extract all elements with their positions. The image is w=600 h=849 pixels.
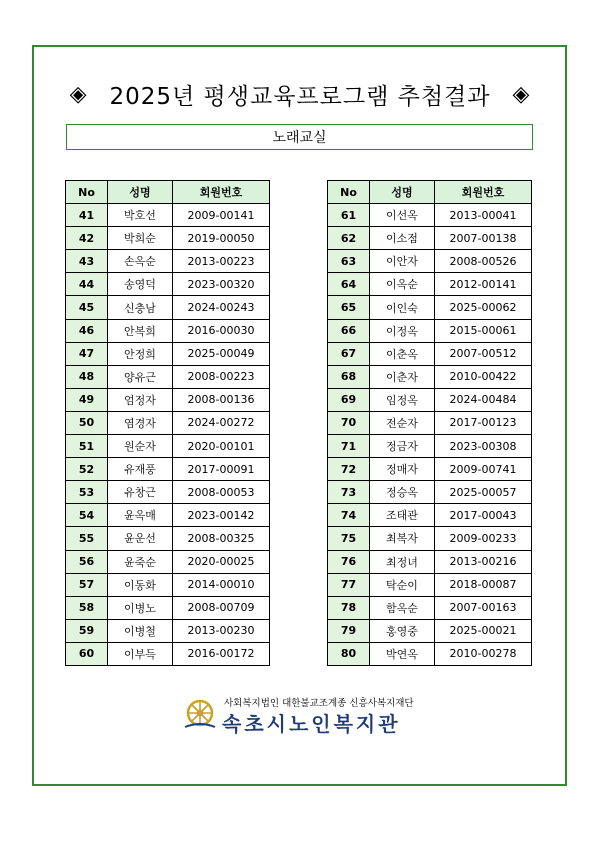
diamond-icon: ◈ [512,81,531,107]
table-row [328,527,532,550]
member-name: 양유근 [108,365,173,388]
row-number: 75 [328,527,370,550]
table-header-row [66,181,270,204]
member-name: 이선옥 [370,204,435,227]
table-row [66,204,270,227]
row-number: 46 [66,319,108,342]
table-row [66,411,270,434]
row-number: 42 [66,227,108,250]
table-row [328,204,532,227]
member-name: 이정옥 [370,319,435,342]
column-header-name: 성명 [370,181,435,204]
member-name: 윤옥매 [108,504,173,527]
row-number: 58 [66,596,108,619]
member-id: 2013-00041 [435,204,532,227]
member-name: 홍영중 [370,619,435,642]
table-row [328,227,532,250]
member-name: 이인숙 [370,296,435,319]
column-header-name: 성명 [108,181,173,204]
member-id: 2009-00141 [173,204,270,227]
center-name: 속초시노인복지관 [222,712,401,736]
table-row [328,550,532,573]
roster-table-left [65,180,270,666]
member-id: 2009-00741 [435,458,532,481]
table-row [328,388,532,411]
row-number: 61 [328,204,370,227]
row-number: 52 [66,458,108,481]
table-row [66,388,270,411]
table-row [328,596,532,619]
row-number: 55 [66,527,108,550]
member-name: 손옥순 [108,250,173,273]
row-number: 78 [328,596,370,619]
table-row [66,365,270,388]
member-id: 2008-00053 [173,481,270,504]
table-row [66,619,270,642]
member-id: 2008-00709 [173,596,270,619]
row-number: 60 [66,642,108,665]
table-row [328,296,532,319]
member-name: 이병노 [108,596,173,619]
member-id: 2017-00123 [435,411,532,434]
table-row [328,504,532,527]
row-number: 63 [328,250,370,273]
column-header-no: No [328,181,370,204]
column-header-member-id: 회원번호 [435,181,532,204]
member-name: 최정녀 [370,550,435,573]
member-name: 조태관 [370,504,435,527]
member-id: 2018-00087 [435,573,532,596]
member-name: 임정옥 [370,388,435,411]
member-id: 2023-00308 [435,435,532,458]
row-number: 80 [328,642,370,665]
table-row [328,273,532,296]
row-number: 53 [66,481,108,504]
table-row [328,342,532,365]
member-id: 2025-00057 [435,481,532,504]
column-header-no: No [66,181,108,204]
table-row [66,435,270,458]
table-row [328,411,532,434]
member-id: 2024-00484 [435,388,532,411]
member-id: 2023-00320 [173,273,270,296]
member-name: 이옥순 [370,273,435,296]
member-name: 함옥순 [370,596,435,619]
member-name: 이병철 [108,619,173,642]
member-name: 이부득 [108,642,173,665]
table-row [66,596,270,619]
member-name: 유창근 [108,481,173,504]
roster-table-right [327,180,532,666]
member-name: 엄정자 [108,388,173,411]
row-number: 73 [328,481,370,504]
member-name: 유재풍 [108,458,173,481]
member-name: 이동화 [108,573,173,596]
row-number: 43 [66,250,108,273]
member-name: 송영덕 [108,273,173,296]
member-id: 2010-00278 [435,642,532,665]
member-name: 최복자 [370,527,435,550]
row-number: 69 [328,388,370,411]
table-row [66,550,270,573]
row-number: 45 [66,296,108,319]
member-id: 2007-00163 [435,596,532,619]
member-name: 안정희 [108,342,173,365]
member-id: 2009-00233 [435,527,532,550]
member-id: 2013-00223 [173,250,270,273]
row-number: 66 [328,319,370,342]
member-name: 전순자 [370,411,435,434]
table-header-row [328,181,532,204]
member-id: 2008-00325 [173,527,270,550]
member-id: 2007-00512 [435,342,532,365]
page-title [0,77,600,111]
table-row [66,342,270,365]
member-id: 2008-00526 [435,250,532,273]
row-number: 49 [66,388,108,411]
footer [180,693,440,743]
table-row [328,435,532,458]
member-name: 이소점 [370,227,435,250]
table-row [66,273,270,296]
diamond-icon: ◈ [69,81,88,107]
member-id: 2020-00101 [173,435,270,458]
row-number: 44 [66,273,108,296]
member-name: 원순자 [108,435,173,458]
member-id: 2014-00010 [173,573,270,596]
class-name: 노래교실 [272,130,327,146]
member-id: 2025-00049 [173,342,270,365]
row-number: 56 [66,550,108,573]
row-number: 64 [328,273,370,296]
row-number: 65 [328,296,370,319]
table-row [328,642,532,665]
row-number: 47 [66,342,108,365]
member-name: 안복희 [108,319,173,342]
table-row [66,481,270,504]
member-id: 2023-00142 [173,504,270,527]
member-id: 2017-00043 [435,504,532,527]
table-row [66,458,270,481]
member-id: 2024-00243 [173,296,270,319]
table-row [328,365,532,388]
class-name-box [66,124,533,150]
row-number: 48 [66,365,108,388]
member-name: 정매자 [370,458,435,481]
row-number: 70 [328,411,370,434]
member-name: 탁순이 [370,573,435,596]
row-number: 67 [328,342,370,365]
table-row [66,296,270,319]
row-number: 41 [66,204,108,227]
table-row [328,458,532,481]
row-number: 59 [66,619,108,642]
member-name: 신충남 [108,296,173,319]
member-id: 2017-00091 [173,458,270,481]
member-id: 2025-00062 [435,296,532,319]
row-number: 77 [328,573,370,596]
member-name: 윤죽순 [108,550,173,573]
member-id: 2024-00272 [173,411,270,434]
member-id: 2013-00230 [173,619,270,642]
organization-name: 사회복지법인 대한불교조계종 신흥사복지재단 [224,698,414,709]
member-name: 이안자 [370,250,435,273]
table-row [328,319,532,342]
member-name: 이춘자 [370,365,435,388]
member-id: 2019-00050 [173,227,270,250]
table-row [328,573,532,596]
dharma-wheel-icon [182,697,218,733]
member-name: 정금자 [370,435,435,458]
table-row [66,504,270,527]
member-id: 2008-00136 [173,388,270,411]
member-id: 2025-00021 [435,619,532,642]
member-id: 2012-00141 [435,273,532,296]
row-number: 54 [66,504,108,527]
row-number: 57 [66,573,108,596]
member-id: 2010-00422 [435,365,532,388]
member-id: 2016-00172 [173,642,270,665]
table-row [66,573,270,596]
column-header-member-id: 회원번호 [173,181,270,204]
row-number: 51 [66,435,108,458]
member-id: 2007-00138 [435,227,532,250]
member-name: 정승옥 [370,481,435,504]
table-row [66,250,270,273]
row-number: 68 [328,365,370,388]
row-number: 50 [66,411,108,434]
table-row [66,527,270,550]
member-name: 이춘옥 [370,342,435,365]
row-number: 62 [328,227,370,250]
row-number: 76 [328,550,370,573]
row-number: 79 [328,619,370,642]
member-name: 윤운선 [108,527,173,550]
member-name: 박희순 [108,227,173,250]
member-name: 박연옥 [370,642,435,665]
member-id: 2008-00223 [173,365,270,388]
member-id: 2015-00061 [435,319,532,342]
member-name: 염경자 [108,411,173,434]
table-row [328,250,532,273]
row-number: 71 [328,435,370,458]
table-row [66,319,270,342]
table-row [66,227,270,250]
table-row [328,481,532,504]
table-row [66,642,270,665]
table-row [328,619,532,642]
title-text: 2025년 평생교육프로그램 추첨결과 [109,83,491,110]
member-id: 2016-00030 [173,319,270,342]
member-name: 박호선 [108,204,173,227]
member-id: 2013-00216 [435,550,532,573]
member-id: 2020-00025 [173,550,270,573]
row-number: 72 [328,458,370,481]
row-number: 74 [328,504,370,527]
